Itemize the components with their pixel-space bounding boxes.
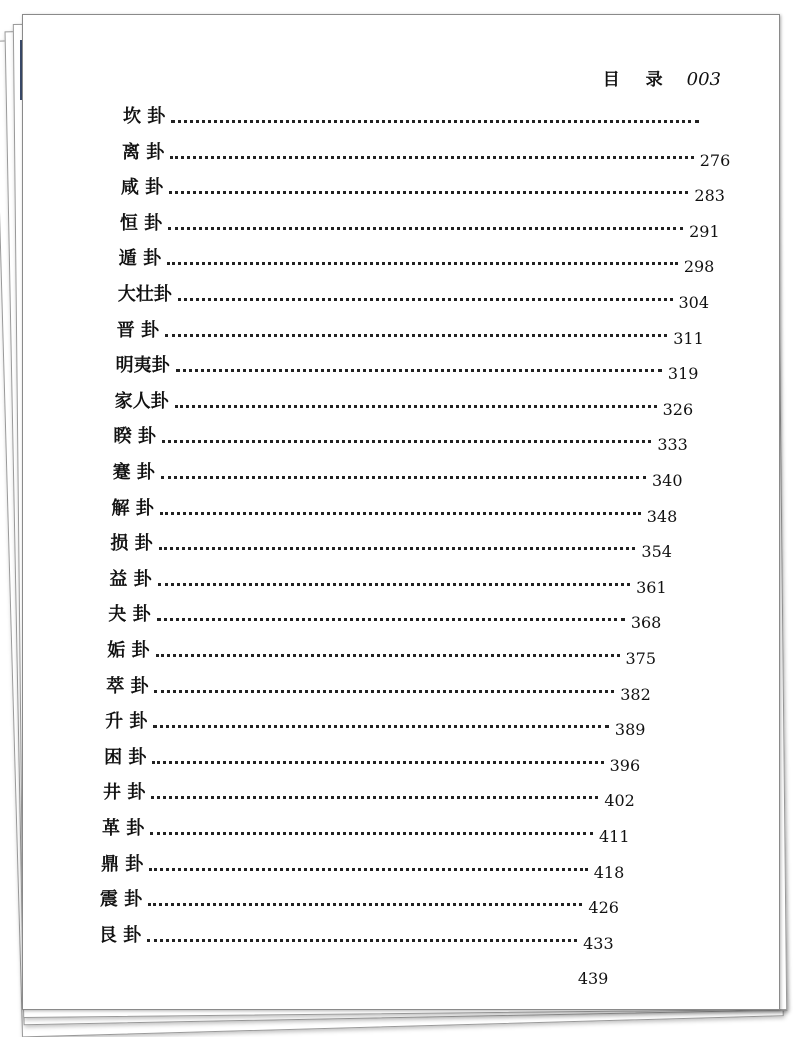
toc-entry (123, 103, 739, 131)
toc-leader-dots (159, 547, 636, 550)
toc-entry (107, 637, 659, 668)
toc-entry-name: 井 卦 (103, 782, 146, 804)
toc-entry (113, 423, 692, 455)
toc-page-number: 426 (588, 898, 619, 918)
toc-page-number: 402 (604, 791, 635, 811)
toc-leader-dots (168, 227, 683, 230)
toc-entry (116, 317, 708, 348)
toc-entry (117, 281, 713, 312)
toc-leader-dots (162, 440, 651, 443)
toc-entry (98, 922, 617, 953)
toc-leader-dots (176, 369, 662, 372)
toc-leader-dots (150, 832, 593, 835)
toc-leader-dots (149, 868, 587, 871)
toc-entry-name: 明夷卦 (115, 355, 170, 377)
toc-leader-dots (167, 262, 678, 265)
toc-entry (118, 245, 718, 277)
toc-page-number: 291 (689, 221, 720, 241)
toc-entry (104, 744, 644, 775)
toc-page-number: 382 (620, 684, 651, 704)
toc-entry-name: 损 卦 (110, 533, 153, 555)
toc-entry-name: 鼎 卦 (100, 853, 144, 875)
toc-leader-dots (152, 761, 603, 764)
toc-page-number: 361 (636, 577, 667, 597)
toc-leader-dots (170, 156, 693, 159)
toc-entry-name: 夬 卦 (108, 604, 151, 626)
toc-leader-dots (153, 725, 608, 728)
toc-entry (108, 601, 665, 633)
toc-entry-name: 遁 卦 (118, 248, 162, 270)
toc-page-number: 340 (652, 471, 683, 490)
toc-entry (119, 210, 723, 241)
toc-page-number: 411 (599, 827, 630, 846)
toc-entry (121, 139, 734, 170)
header-title: 目 录 (602, 70, 673, 90)
toc-entry (103, 779, 638, 811)
header-page-number: 003 (686, 69, 721, 90)
toc-entry-name: 解 卦 (111, 497, 154, 519)
toc-entry-name: 坎 卦 (123, 106, 166, 127)
toc-page-number: 319 (667, 364, 699, 384)
toc-entry (110, 530, 675, 562)
toc-entry-name: 困 卦 (104, 746, 147, 768)
toc-page (22, 14, 780, 1010)
toc-entry-name: 大壮卦 (117, 284, 172, 305)
toc-entry-name: 升 卦 (105, 711, 148, 733)
toc-entry (105, 708, 649, 740)
toc-leader-dots (169, 191, 688, 194)
toc-entry-name: 睽 卦 (113, 426, 156, 448)
toc-entry (114, 388, 697, 419)
toc-entry-name: 恒 卦 (119, 212, 163, 234)
toc-leader-dots (161, 476, 646, 479)
toc-entry (102, 815, 633, 846)
toc-entry (106, 673, 654, 704)
toc-entry (99, 886, 623, 918)
toc-page-number: 354 (641, 542, 672, 562)
toc-page-number: 368 (630, 613, 662, 633)
toc-entry (98, 957, 612, 989)
toc-entry (100, 851, 628, 882)
toc-entry-name: 家人卦 (114, 390, 169, 412)
toc-leader-dots (157, 618, 625, 621)
toc-leader-dots (160, 512, 641, 515)
toc-entry-name: 益 卦 (109, 568, 152, 590)
toc-page-number: 396 (609, 755, 641, 775)
toc-entry-name: 革 卦 (102, 818, 145, 839)
toc-page-number: 389 (614, 720, 646, 740)
toc-entry-name: 姤 卦 (107, 640, 150, 661)
toc-leader-dots (171, 120, 699, 123)
toc-entry (120, 174, 729, 206)
toc-entry-name: 艮 卦 (98, 924, 142, 946)
toc-leader-dots (165, 334, 667, 337)
toc-page-number: 433 (583, 933, 614, 953)
toc-page-number: 418 (593, 862, 625, 882)
toc-leader-dots (148, 903, 582, 906)
toc-page-number: 283 (694, 186, 725, 206)
toc-entry (115, 352, 702, 384)
toc-entry-name: 离 卦 (121, 141, 165, 163)
toc-entry (111, 495, 680, 526)
toc-leader-dots (156, 654, 620, 657)
toc-page-number: 304 (678, 293, 710, 312)
toc-entry-name: 晋 卦 (116, 319, 159, 341)
toc-entry (112, 459, 687, 490)
toc-page-number: 276 (699, 150, 731, 170)
toc-entry-name: 震 卦 (99, 889, 143, 911)
toc-leader-dots (175, 405, 657, 408)
toc-leader-dots (151, 796, 598, 799)
toc-page-number: 348 (646, 506, 678, 526)
toc-page-number: 375 (625, 649, 657, 668)
toc-leader-dots (178, 298, 673, 301)
toc-entry-name: 蹇 卦 (112, 462, 155, 483)
toc-list (23, 15, 779, 1009)
toc-entry-name: 萃 卦 (106, 675, 149, 697)
toc-entry-name: 咸 卦 (120, 177, 164, 199)
toc-page-number: 326 (662, 399, 694, 419)
toc-page-number: 333 (657, 435, 688, 455)
toc-leader-dots (154, 690, 614, 693)
toc-entry (109, 566, 670, 597)
toc-leader-dots (158, 583, 630, 586)
toc-page-number: 298 (683, 257, 715, 277)
toc-page-number: 311 (673, 328, 704, 348)
toc-leader-dots (147, 939, 577, 942)
toc-page-number: 439 (577, 969, 609, 989)
